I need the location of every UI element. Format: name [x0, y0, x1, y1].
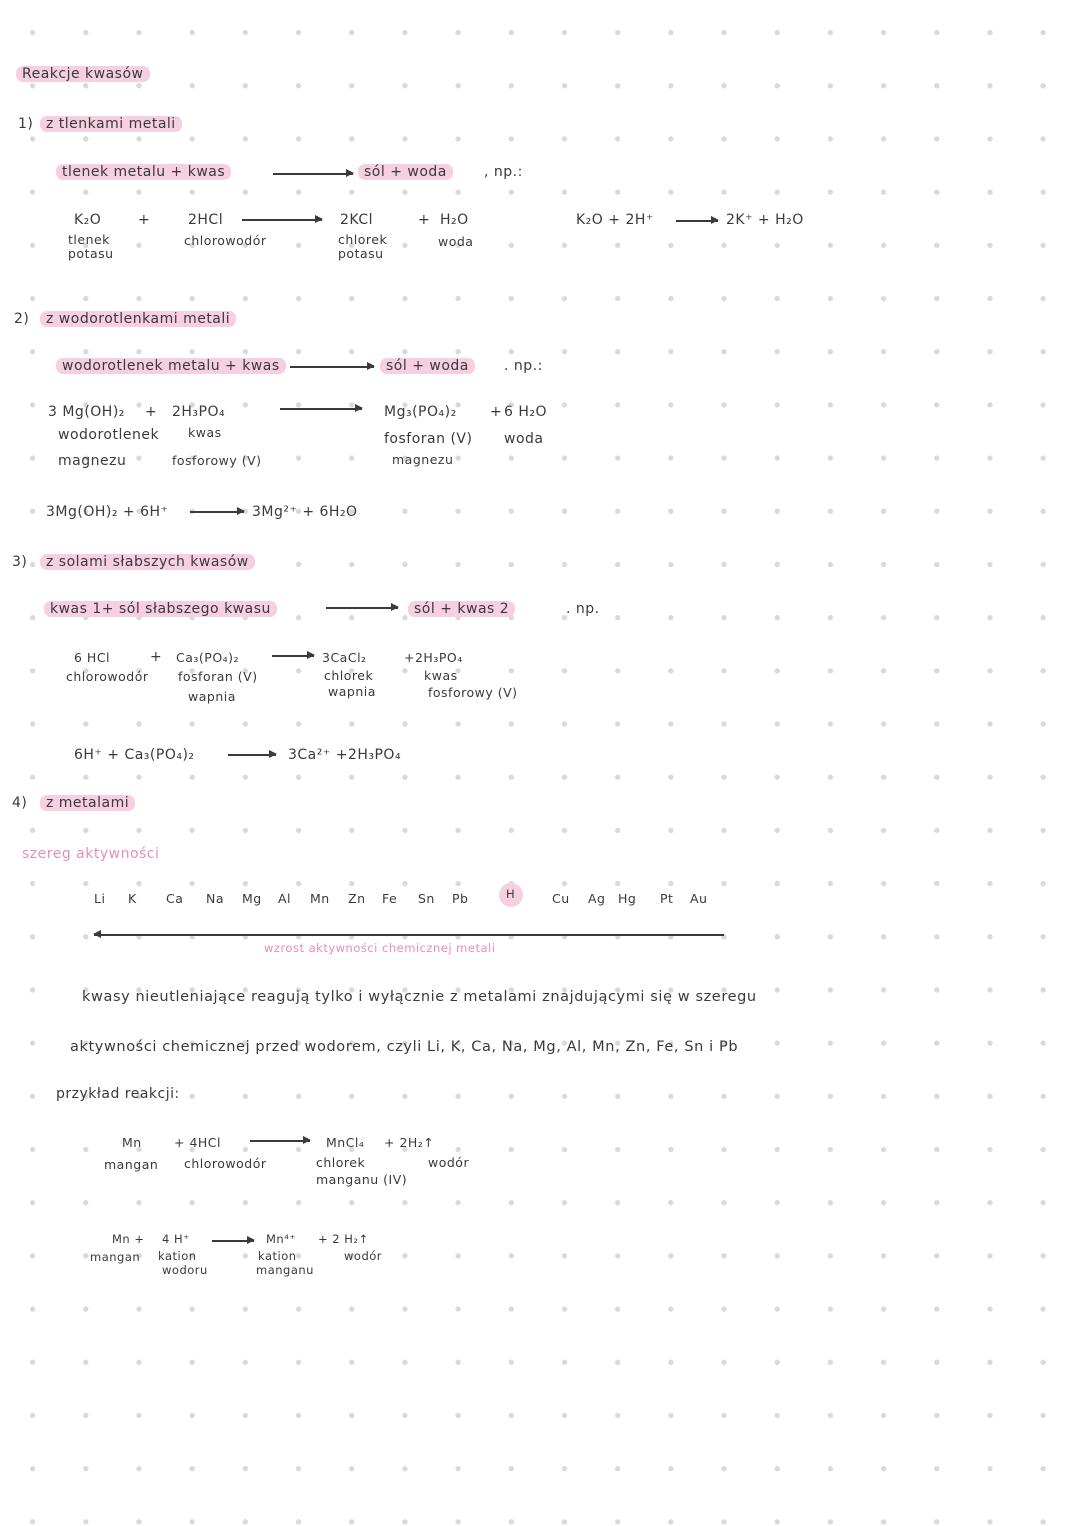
s2-scheme-np: . np.: [504, 358, 543, 374]
section-3-number: 3) [12, 554, 28, 570]
s4-ionic-formula-2: 4 H⁺ [162, 1232, 190, 1246]
s1-ionic-arrow [676, 220, 718, 222]
page-title: Reakcje kwasów [16, 66, 150, 82]
series-element-fe: Fe [382, 891, 398, 906]
s3-formula-3: 3CaCl₂ [322, 650, 367, 665]
s4-name-1: mangan [104, 1157, 159, 1172]
s2-formula-2: 2H₃PO₄ [172, 404, 226, 420]
s1-name-1: tlenek potasu [68, 232, 114, 262]
series-element-pt: Pt [660, 891, 674, 906]
metals-text-line-2: aktywności chemicznej przed wodorem, czyli Li, K, Ca, Na, Mg, Al, Mn, Zn, Fe, Sn i Pb [70, 1039, 739, 1055]
s3-scheme-right: sól + kwas 2 [408, 601, 515, 617]
series-element-li: Li [94, 891, 106, 906]
s1-scheme-left: tlenek metalu + kwas [56, 164, 231, 180]
activity-series-label: szereg aktywności [22, 846, 160, 862]
s3-ionic-arrow [228, 754, 276, 756]
s4-ionic-name-1: mangan [90, 1250, 141, 1264]
s3-name-1: chlorowodór [66, 669, 149, 684]
s2-name-2b: fosforowy (V) [172, 453, 262, 468]
section-2-heading: z wodorotlenkami metali [40, 311, 236, 327]
series-element-pb: Pb [452, 891, 469, 906]
plus-sign: + [145, 404, 158, 420]
s2-ionic-left: 3Mg(OH)₂ + 6H⁺ [46, 504, 169, 520]
s4-ionic-formula-1: Mn + [112, 1232, 145, 1246]
s2-name-1b: magnezu [58, 453, 127, 469]
series-element-ag: Ag [588, 891, 606, 906]
s3-formula-4: +2H₃PO₄ [404, 650, 463, 665]
plus-sign: + [418, 212, 431, 228]
series-element-sn: Sn [418, 891, 435, 906]
s1-scheme-arrow [273, 173, 353, 175]
s4-name-3: chlorek [316, 1155, 366, 1170]
series-element-mn: Mn [310, 891, 330, 906]
s1-scheme-right: sól + woda [358, 164, 453, 180]
s3-name-4: kwas [424, 668, 458, 683]
s4-ionic-arrow [212, 1240, 254, 1242]
s2-scheme-arrow [290, 366, 374, 368]
s3-scheme-np: . np. [566, 601, 600, 617]
s3-name-3b: wapnia [328, 684, 376, 699]
s2-scheme-right: sól + woda [380, 358, 475, 374]
s4-ionic-name-2b: wodoru [162, 1263, 208, 1277]
s2-name-3: fosforan (V) [384, 431, 473, 447]
s1-ionic-left: K₂O + 2H⁺ [576, 212, 654, 228]
s1-name-2: chlorowodór [184, 233, 267, 248]
s1-eq-arrow [242, 219, 322, 221]
plus-sign: + [150, 649, 163, 665]
s3-scheme-arrow [326, 607, 398, 609]
plus-sign: + [490, 404, 503, 420]
section-1-heading: z tlenkami metali [40, 116, 182, 132]
s3-ionic-right: 3Ca²⁺ +2H₃PO₄ [288, 747, 402, 763]
series-element-mg: Mg [242, 891, 262, 906]
s3-name-2b: wapnia [188, 689, 236, 704]
plus-sign: + [138, 212, 151, 228]
s1-name-3: chlorek potasu [338, 232, 388, 262]
s2-formula-3: Mg₃(PO₄)₂ [384, 404, 457, 420]
section-4-heading: z metalami [40, 795, 135, 811]
activity-arrow-label: wzrost aktywności chemicznej metali [264, 941, 496, 955]
s1-formula-4: H₂O [440, 212, 469, 228]
s4-ionic-formula-3: Mn⁴⁺ [266, 1232, 296, 1246]
s3-name-3: chlorek [324, 668, 374, 683]
s2-scheme-left: wodorotlenek metalu + kwas [56, 358, 286, 374]
s1-ionic-right: 2K⁺ + H₂O [726, 212, 804, 228]
s4-name-4: wodór [428, 1155, 470, 1170]
s4-formula-2: + 4HCl [174, 1135, 222, 1150]
s3-scheme-left: kwas 1+ sól słabszego kwasu [44, 601, 277, 617]
s4-name-3b: manganu (IV) [316, 1172, 408, 1187]
s4-name-2: chlorowodór [184, 1156, 267, 1171]
activity-arrow [94, 934, 724, 936]
s1-formula-2: 2HCl [188, 212, 224, 228]
s4-ionic-formula-4: + 2 H₂↑ [318, 1232, 369, 1246]
s2-name-2: kwas [188, 425, 222, 440]
series-element-h: H [506, 887, 516, 901]
s2-ionic-arrow [190, 511, 244, 513]
s2-formula-1: 3 Mg(OH)₂ [48, 404, 125, 420]
s2-eq-arrow [280, 408, 362, 410]
s3-name-2: fosforan (V) [178, 669, 258, 684]
section-4-number: 4) [12, 795, 28, 811]
s3-formula-1: 6 HCl [74, 650, 111, 665]
s4-formula-4: + 2H₂↑ [384, 1135, 435, 1150]
section-1-number: 1) [18, 116, 34, 132]
s2-formula-4: 6 H₂O [504, 404, 548, 420]
series-element-zn: Zn [348, 891, 366, 906]
s1-scheme-np: , np.: [484, 164, 523, 180]
section-3-heading: z solami słabszych kwasów [40, 554, 255, 570]
metals-text-line-1: kwasy nieutleniające reagują tylko i wyłącznie z metalami znajdującymi się w szeregu [82, 989, 757, 1005]
series-element-al: Al [278, 891, 292, 906]
s4-ionic-name-2: kation [158, 1249, 197, 1263]
series-element-cu: Cu [552, 891, 570, 906]
s4-ionic-name-3: kation [258, 1249, 297, 1263]
series-element-na: Na [206, 891, 225, 906]
s3-name-4b: fosforowy (V) [428, 685, 518, 700]
s4-ionic-name-4: wodór [344, 1249, 383, 1263]
s3-eq-arrow [272, 655, 314, 657]
s4-ionic-name-3b: manganu [256, 1263, 314, 1277]
s1-name-4: woda [438, 234, 474, 249]
s2-name-3b: magnezu [392, 452, 454, 467]
example-label: przykład reakcji: [56, 1086, 180, 1102]
series-element-hg: Hg [618, 891, 637, 906]
s4-eq-arrow [250, 1140, 310, 1142]
s2-ionic-right: 3Mg²⁺ + 6H₂O [252, 504, 358, 520]
series-element-au: Au [690, 891, 708, 906]
s2-name-1: wodorotlenek [58, 427, 160, 443]
s4-formula-3: MnCl₄ [326, 1135, 365, 1150]
s1-formula-1: K₂O [74, 212, 102, 228]
s4-formula-1: Mn [122, 1135, 142, 1150]
s3-formula-2: Ca₃(PO₄)₂ [176, 650, 240, 665]
series-element-ca: Ca [166, 891, 184, 906]
series-element-k: K [128, 891, 137, 906]
s3-ionic-left: 6H⁺ + Ca₃(PO₄)₂ [74, 747, 195, 763]
section-2-number: 2) [14, 311, 30, 327]
s2-name-4: woda [504, 431, 544, 447]
s1-formula-3: 2KCl [340, 212, 373, 228]
